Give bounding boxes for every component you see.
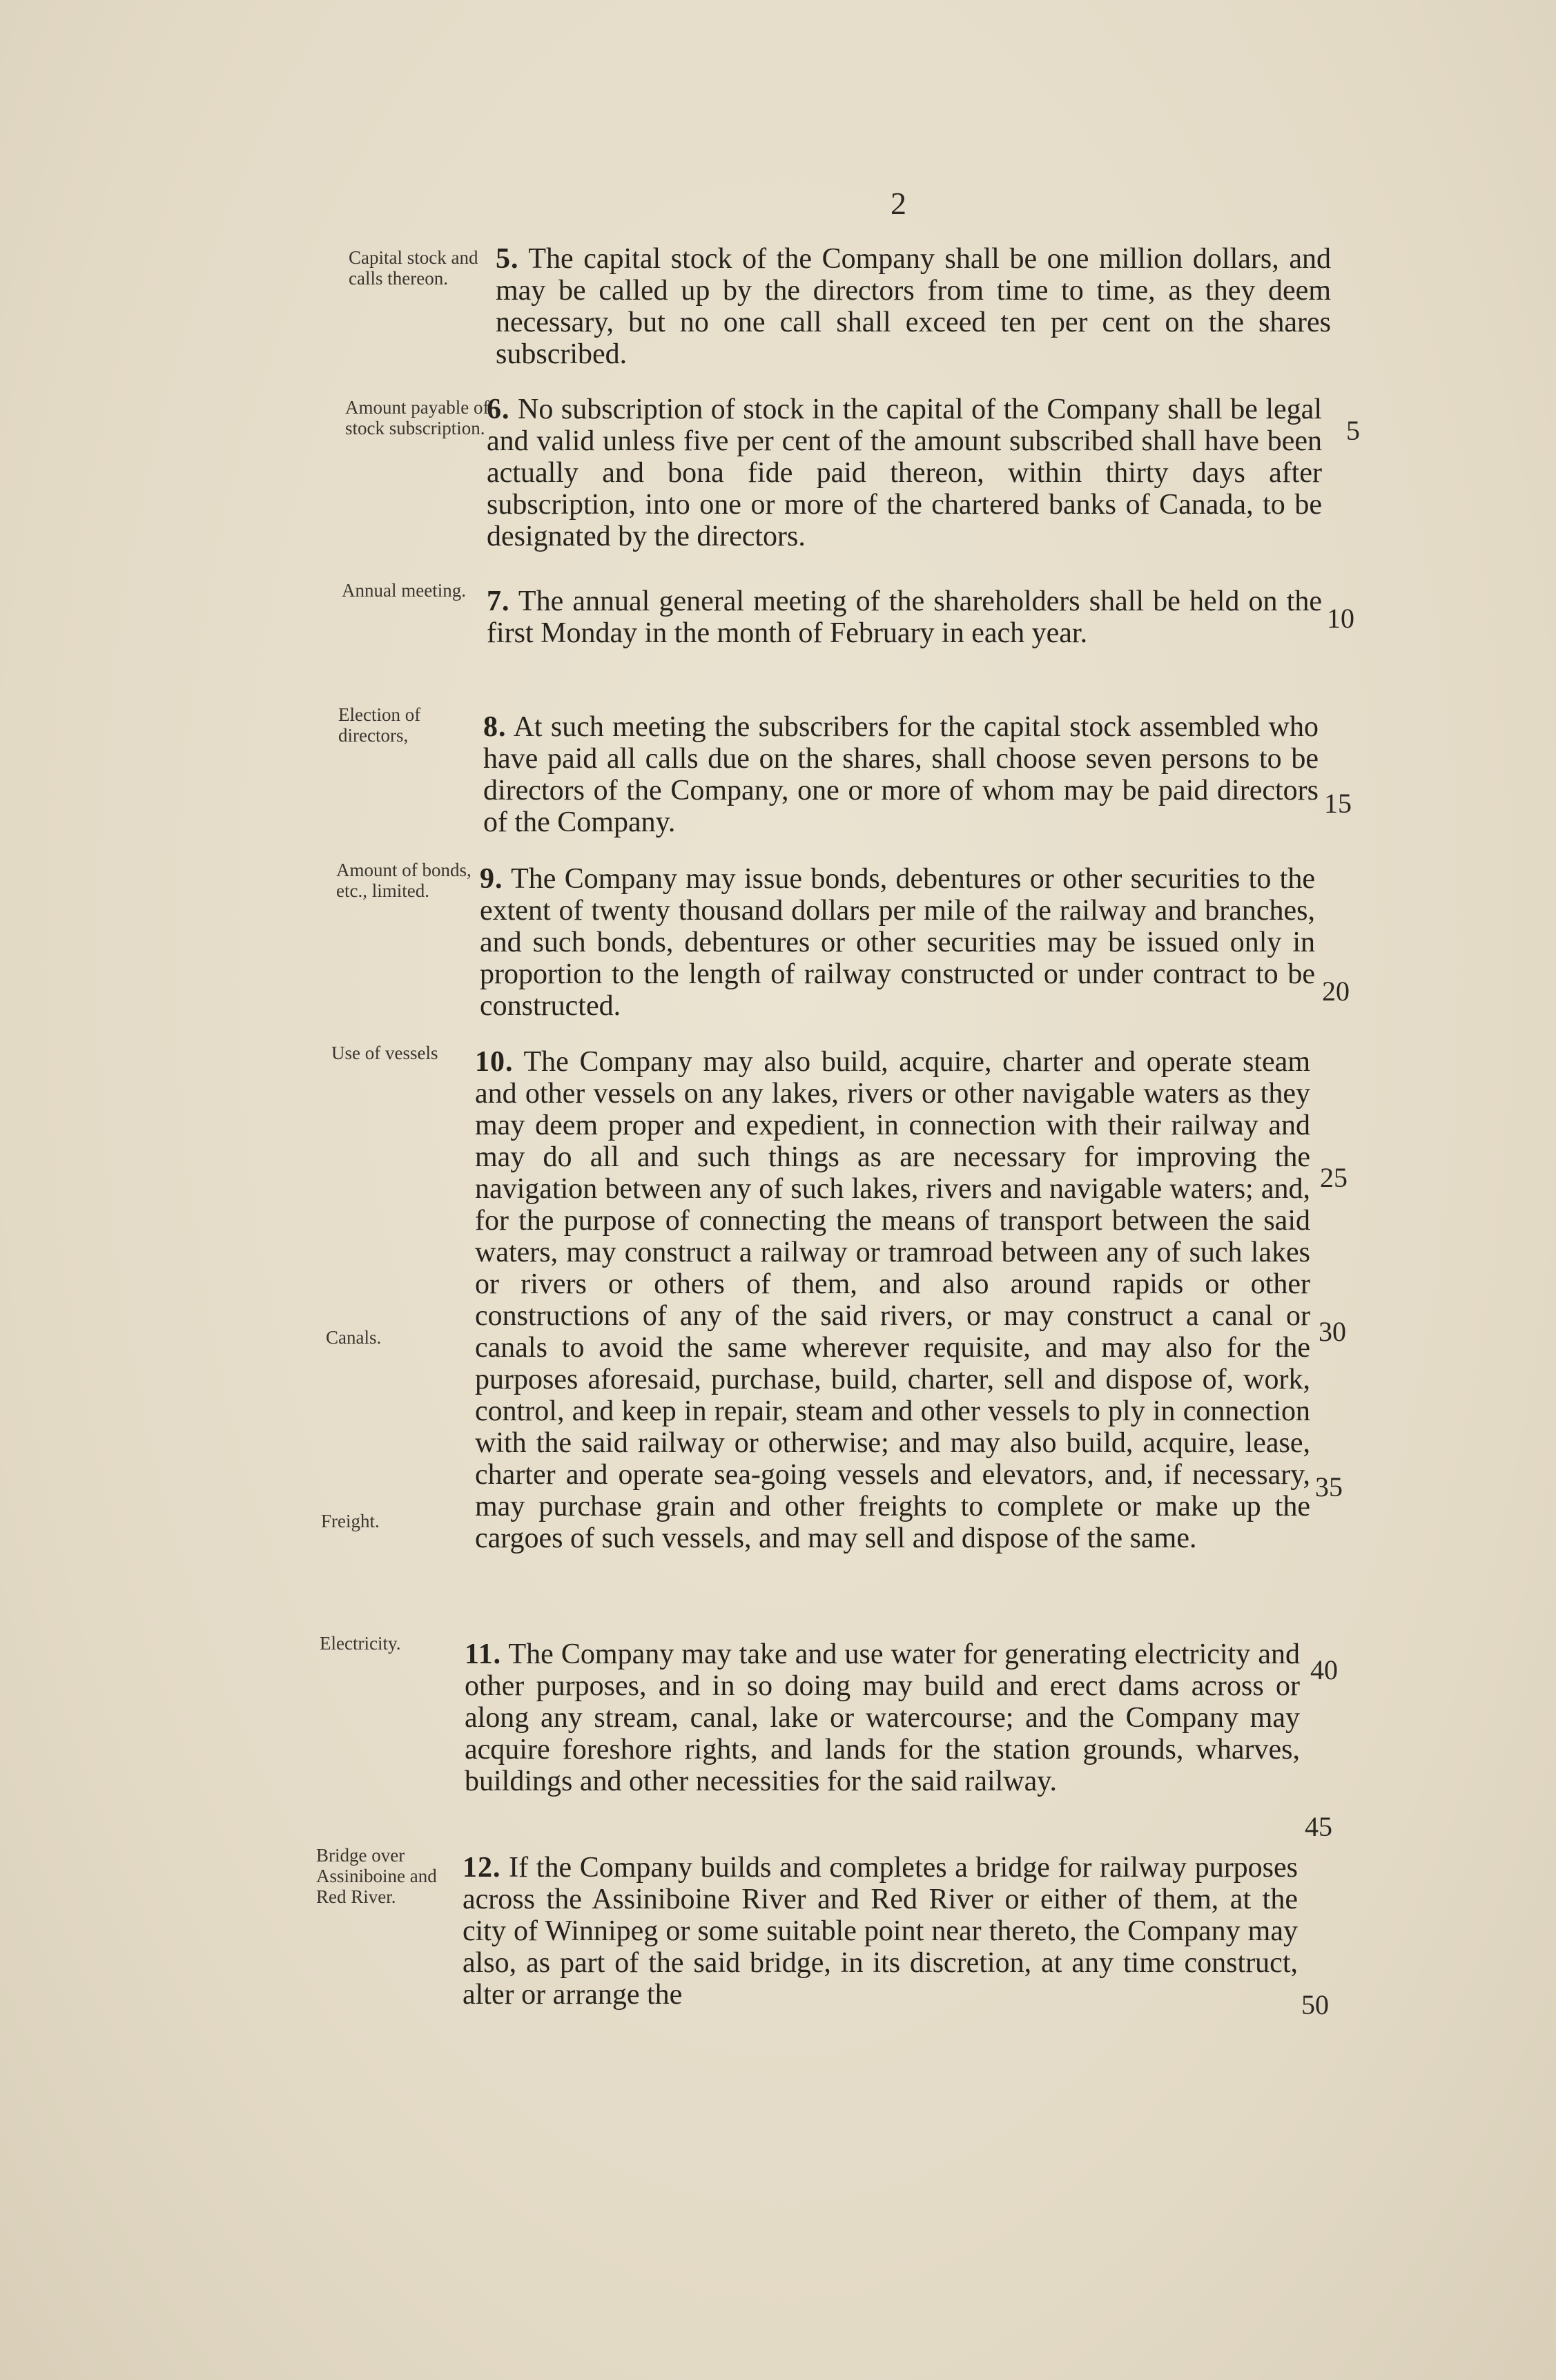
section-5 bbox=[496, 243, 1331, 370]
section-text: The annual general meeting of the shareholders shall be held on the first Monday in the month of February in each year. bbox=[487, 586, 1322, 649]
section-11 bbox=[465, 1638, 1300, 1797]
section-7 bbox=[487, 586, 1322, 649]
section-number: 5. bbox=[496, 243, 519, 275]
line-number: 45 bbox=[1305, 1811, 1332, 1842]
line-number: 20 bbox=[1322, 976, 1350, 1007]
section-12 bbox=[463, 1852, 1298, 2011]
section-10 bbox=[475, 1046, 1310, 1554]
section-text: The Company may issue bonds, debentures or other securities to the extent of twenty thousand dollars per mile of the railway and branches, and such bonds, debentures or other securities may be issued only in proportion to the length of railway constructed or under contract to be constructed. bbox=[480, 863, 1315, 1022]
line-number: 15 bbox=[1324, 788, 1352, 819]
margin-note-capital-stock: Capital stock and calls thereon. bbox=[349, 247, 478, 289]
margin-note-canals: Canals. bbox=[326, 1327, 382, 1348]
section-9 bbox=[480, 863, 1315, 1022]
margin-note-electricity: Electricity. bbox=[320, 1633, 401, 1654]
section-text: At such meeting the subscribers for the capital stock assembled who have paid all calls due on the shares, shall choose seven persons to be directors of the Company, one or more of whom may be paid directors of the Company. bbox=[483, 711, 1319, 838]
margin-note-annual-meeting: Annual meeting. bbox=[342, 580, 466, 601]
section-number: 9. bbox=[480, 863, 503, 895]
margin-note-bonds-limited: Amount of bonds, etc., limited. bbox=[336, 860, 471, 901]
section-number: 11. bbox=[465, 1638, 502, 1670]
section-text: If the Company builds and completes a bridge for railway purposes across the Assiniboine River and Red River or either of them, at the city of Winnipeg or some suitable point near thereto, the Company may also, as part of the said bridge, in its discretion, at any time construct, alter or arrange the bbox=[463, 1852, 1299, 2011]
section-number: 8. bbox=[483, 711, 507, 743]
line-number: 25 bbox=[1320, 1162, 1348, 1193]
line-number: 30 bbox=[1319, 1316, 1346, 1347]
margin-note-freight: Freight. bbox=[321, 1511, 380, 1531]
margin-note-use-of-vessels: Use of vessels bbox=[331, 1043, 438, 1063]
section-text: The Company may also build, acquire, charter and operate steam and other vessels on any lakes, rivers or other navigable waters as they may deem proper and expedient, in connection with their railway and may do all and such things as are necessary for improving the navigation between any of such lakes, rivers and navigable waters; and, for the purpose of connecting the means of transport between the said waters, may construct a railway or tramroad between any of such lakes or rivers or others of them, and also around rapids or other constructions of any of the said rivers, or may construct a canal or canals to avoid the same wherever requisite, and may also for the purposes aforesaid, purchase, build, charter, sell and dispose of, work, control, and keep in repair, steam and other vessels to ply in connection with the said railway or otherwise; and may also build, acquire, lease, charter and operate sea-going vessels and elevators, and, if necessary, may purchase grain and other freights to complete or make up the cargoes of such vessels, and may sell and dispose of the same. bbox=[475, 1046, 1310, 1554]
section-text: No subscription of stock in the capital of the Company shall be legal and valid unless five per cent of the amount subscribed shall have been actually and bona fide paid thereon, within thirty days after subscription, into one or more of the chartered banks of Canada, to be designated by the directors. bbox=[487, 394, 1322, 552]
section-number: 12. bbox=[463, 1852, 501, 1884]
section-text: The capital stock of the Company shall be one million dollars, and may be called up by the directors from time to time, as they deem necessary, but no one call shall exceed ten per cent on the shares subscribed. bbox=[496, 243, 1331, 370]
page-number: 2 bbox=[891, 186, 906, 221]
line-number: 5 bbox=[1346, 415, 1360, 446]
section-6 bbox=[487, 394, 1322, 552]
line-number: 50 bbox=[1301, 1989, 1329, 2020]
margin-note-amount-payable: Amount payable of stock subscription. bbox=[345, 397, 489, 438]
margin-note-bridge: Bridge over Assiniboine and Red River. bbox=[316, 1845, 437, 1907]
section-text: The Company may take and use water for generating electricity and other purposes, and in so doing may build and erect dams across or along any stream, canal, lake or watercourse; and the Company may acquire foreshore rights, and lands for the station grounds, wharves, buildings and other necessities for the said railway. bbox=[465, 1638, 1300, 1797]
margin-note-election-directors: Election of directors, bbox=[338, 704, 421, 746]
section-number: 7. bbox=[487, 586, 510, 617]
line-number: 35 bbox=[1315, 1471, 1343, 1502]
section-number: 6. bbox=[487, 394, 510, 425]
line-number: 40 bbox=[1310, 1654, 1338, 1685]
section-number: 10. bbox=[475, 1046, 514, 1078]
line-number: 10 bbox=[1327, 603, 1354, 634]
section-8 bbox=[483, 711, 1319, 838]
